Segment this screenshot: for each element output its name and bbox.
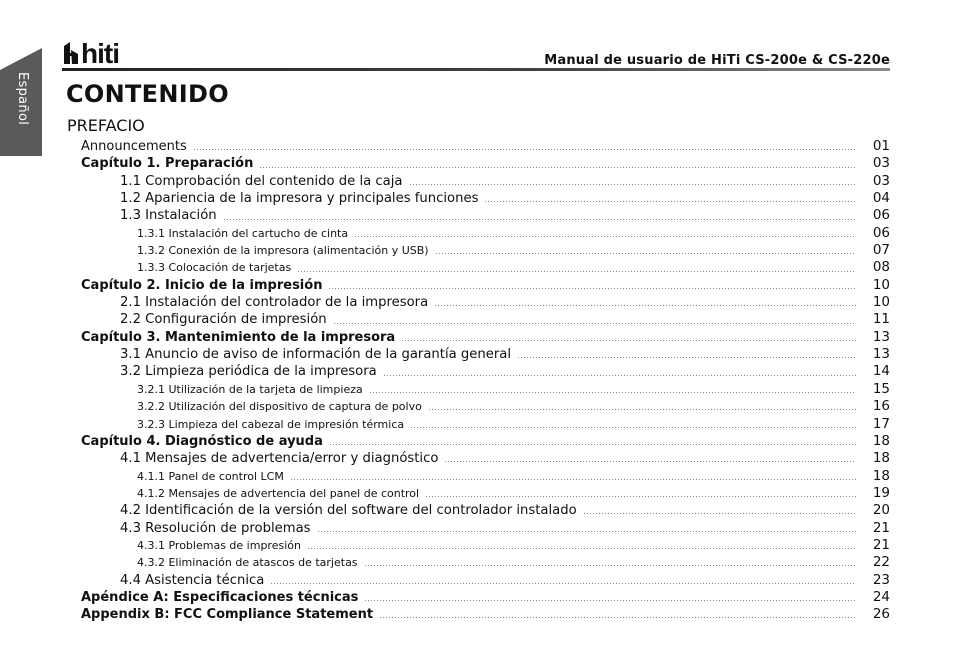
toc-entry-title: 2.1 Instalación del controlador de la impresora xyxy=(120,295,429,311)
dot-leader xyxy=(428,409,856,410)
section-subtitle: PREFACIO xyxy=(67,116,145,135)
toc-entry-title: Apéndice A: Especificaciones técnicas xyxy=(81,589,359,605)
toc-entry-title: 3.1 Anuncio de aviso de información de la garantía general xyxy=(120,347,512,363)
table-of-contents xyxy=(81,138,890,624)
toc-entry-page: 13 xyxy=(872,328,890,345)
toc-entry[interactable] xyxy=(81,346,890,363)
toc-entry[interactable] xyxy=(81,606,890,623)
toc-entry[interactable] xyxy=(81,520,890,537)
dot-leader xyxy=(583,513,856,514)
toc-entry-title: 1.1 Comprobación del contenido de la caja xyxy=(120,173,403,189)
toc-entry-page: 18 xyxy=(872,450,890,467)
toc-entry-title: Capítulo 1. Preparación xyxy=(81,156,254,172)
toc-entry[interactable] xyxy=(81,433,890,450)
dot-leader xyxy=(401,340,856,341)
toc-entry[interactable] xyxy=(81,225,890,242)
toc-entry[interactable] xyxy=(81,398,890,415)
dot-leader xyxy=(297,271,856,272)
toc-entry[interactable] xyxy=(81,589,890,606)
dot-leader xyxy=(193,149,856,150)
page-title: CONTENIDO xyxy=(66,80,229,108)
toc-entry-title: 4.4 Asistencia técnica xyxy=(120,572,265,588)
toc-entry-title: 4.1.2 Mensajes de advertencia del panel de control xyxy=(137,486,420,500)
toc-entry[interactable] xyxy=(81,416,890,433)
toc-entry[interactable] xyxy=(81,572,890,589)
toc-entry-page: 07 xyxy=(872,242,890,259)
dot-leader xyxy=(317,531,856,532)
toc-entry-title: Appendix B: FCC Compliance Statement xyxy=(81,607,374,623)
toc-entry[interactable] xyxy=(81,155,890,172)
toc-entry-page: 18 xyxy=(872,432,890,449)
dot-leader xyxy=(383,375,856,376)
toc-entry-page: 18 xyxy=(872,467,890,484)
toc-entry-title: 1.3 Instalación xyxy=(120,208,217,224)
toc-entry[interactable] xyxy=(81,329,890,346)
dot-leader xyxy=(425,496,856,497)
toc-entry-title: Capítulo 2. Inicio de la impresión xyxy=(81,277,323,293)
toc-entry-page: 06 xyxy=(872,224,890,241)
toc-entry-title: 1.3.3 Colocación de tarjetas xyxy=(137,261,292,275)
toc-entry[interactable] xyxy=(81,311,890,328)
toc-entry[interactable] xyxy=(81,173,890,190)
toc-entry-page: 04 xyxy=(872,190,890,207)
dot-leader xyxy=(517,357,856,358)
dot-leader xyxy=(434,305,856,306)
toc-entry-page: 24 xyxy=(872,588,890,605)
dot-leader xyxy=(435,253,856,254)
toc-entry[interactable] xyxy=(81,259,890,276)
toc-entry-page: 13 xyxy=(872,346,890,363)
toc-entry[interactable] xyxy=(81,363,890,380)
toc-entry-title: 4.2 Identificación de la versión del software del controlador instalado xyxy=(120,503,577,519)
language-tab-label: Español xyxy=(15,72,30,126)
dot-leader xyxy=(259,167,856,168)
toc-entry-page: 21 xyxy=(872,536,890,553)
toc-entry-title: Capítulo 3. Mantenimiento de la impresora xyxy=(81,329,396,345)
dot-leader xyxy=(369,392,856,393)
toc-entry-title: Announcements xyxy=(81,139,187,154)
toc-entry-title: 4.1 Mensajes de advertencia/error y diagnóstico xyxy=(120,451,439,467)
toc-entry[interactable] xyxy=(81,381,890,398)
toc-entry[interactable] xyxy=(81,294,890,311)
toc-entry[interactable] xyxy=(81,502,890,519)
dot-leader xyxy=(364,565,856,566)
dot-leader xyxy=(329,444,856,445)
toc-entry-page: 03 xyxy=(872,172,890,189)
toc-entry-page: 23 xyxy=(872,571,890,588)
toc-entry-title: Capítulo 4. Diagnóstico de ayuda xyxy=(81,433,323,449)
dot-leader xyxy=(328,288,856,289)
toc-entry-page: 19 xyxy=(872,484,890,501)
toc-entry-title: 3.2 Limpieza periódica de la impresora xyxy=(120,364,377,380)
dot-leader xyxy=(379,617,856,618)
manual-title: Manual de usuario de HiTi CS-200e & CS-220e xyxy=(544,53,890,68)
toc-entry-title: 1.3.1 Instalación del cartucho de cinta xyxy=(137,226,349,240)
toc-entry[interactable] xyxy=(81,537,890,554)
toc-entry[interactable] xyxy=(81,138,890,155)
dot-leader xyxy=(364,600,856,601)
toc-entry-title: 4.1.1 Panel de control LCM xyxy=(137,469,284,483)
dot-leader xyxy=(270,583,856,584)
toc-entry-page: 10 xyxy=(872,294,890,311)
dot-leader xyxy=(290,479,856,480)
dot-leader xyxy=(354,236,856,237)
toc-entry[interactable] xyxy=(81,468,890,485)
dot-leader xyxy=(444,461,856,462)
dot-leader xyxy=(410,427,856,428)
toc-entry-title: 1.3.2 Conexión de la impresora (alimentación y USB) xyxy=(137,244,429,258)
toc-entry-title: 2.2 Configuración de impresión xyxy=(120,312,327,328)
toc-entry-page: 22 xyxy=(872,554,890,571)
toc-entry-page: 06 xyxy=(872,207,890,224)
toc-entry-page: 15 xyxy=(872,380,890,397)
dot-leader xyxy=(307,548,856,549)
toc-entry-page: 08 xyxy=(872,259,890,276)
toc-entry-page: 26 xyxy=(872,606,890,623)
toc-entry[interactable] xyxy=(81,190,890,207)
toc-entry[interactable] xyxy=(81,277,890,294)
toc-entry-page: 14 xyxy=(872,363,890,380)
toc-entry-page: 21 xyxy=(872,519,890,536)
header-rule xyxy=(62,68,890,71)
toc-entry[interactable] xyxy=(81,207,890,224)
toc-entry-title: 4.3 Resolución de problemas xyxy=(120,520,311,536)
toc-entry-title: 4.3.1 Problemas de impresión xyxy=(137,538,301,552)
toc-entry-title: 3.2.2 Utilización del dispositivo de captura de polvo xyxy=(137,400,422,414)
toc-entry[interactable] xyxy=(81,450,890,467)
logo-wordmark: hiti xyxy=(81,40,119,66)
toc-entry-page: 11 xyxy=(872,311,890,328)
toc-entry-title: 3.2.1 Utilización de la tarjeta de limpieza xyxy=(137,382,363,396)
toc-entry-title: 1.2 Apariencia de la impresora y principales funciones xyxy=(120,191,479,207)
dot-leader xyxy=(409,184,857,185)
toc-entry-page: 10 xyxy=(872,276,890,293)
toc-entry-page: 17 xyxy=(872,415,890,432)
toc-entry[interactable] xyxy=(81,242,890,259)
toc-entry-page: 01 xyxy=(872,138,890,154)
toc-entry-title: 4.3.2 Eliminación de atascos de tarjetas xyxy=(137,556,358,570)
toc-entry-page: 16 xyxy=(872,398,890,415)
toc-entry[interactable] xyxy=(81,485,890,502)
hiti-logo xyxy=(62,40,142,66)
toc-entry-page: 20 xyxy=(872,502,890,519)
dot-leader xyxy=(333,323,856,324)
dot-leader xyxy=(484,201,856,202)
toc-entry[interactable] xyxy=(81,554,890,571)
toc-entry-title: 3.2.3 Limpieza del cabezal de impresión térmica xyxy=(137,417,405,431)
toc-entry-page: 03 xyxy=(872,155,890,172)
dot-leader xyxy=(223,219,856,220)
